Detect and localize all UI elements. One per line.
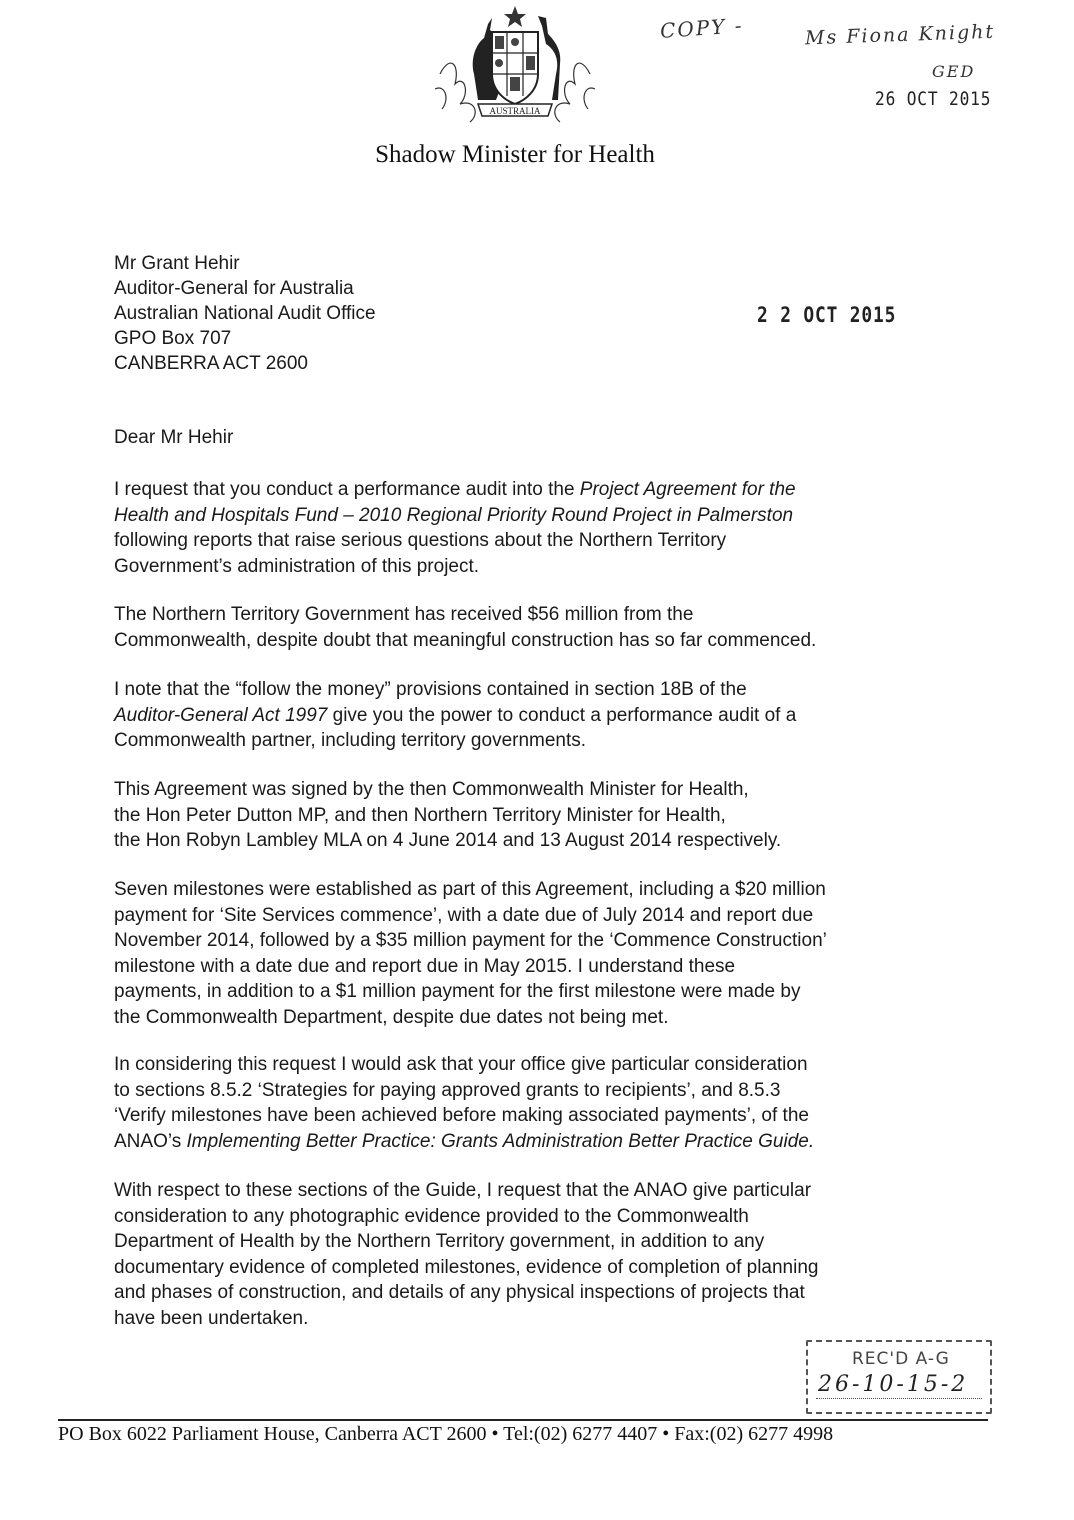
text-line: payments, in addition to a $1 million payment for the first milestone were made by	[114, 981, 801, 1002]
handwritten-recipient-note: Ms Fiona Knight	[804, 20, 996, 50]
text-line: milestone with a date due and report due in May 2015. I understand these	[114, 955, 736, 977]
text-line: payment for ‘Site Services commence’, with a date due of July 2014 and report due	[114, 904, 814, 926]
handwritten-copy-note: COPY -	[659, 13, 745, 43]
text-line: This Agreement was signed by the then Commonwealth Minister for Health,	[114, 779, 749, 800]
text-line: Seven milestones were established as part of this Agreement, including a $20 million	[114, 879, 826, 900]
text-line: ‘Verify milestones have been achieved before making associated payments’, of the	[114, 1105, 809, 1126]
handwritten-initials: GED	[932, 62, 976, 81]
text-line: With respect to these sections of the Guide, I request that the ANAO give particular	[114, 1180, 812, 1201]
recipient-address	[114, 251, 376, 376]
address-line: Australian National Audit Office	[114, 303, 376, 324]
text-line: give you the power to conduct a performance audit of a	[327, 704, 797, 726]
text-line: following reports that raise serious questions about the Northern Territory	[114, 530, 727, 551]
address-line: Mr Grant Hehir	[114, 253, 240, 274]
footer-contact: PO Box 6022 Parliament House, Canberra ACT 2600 • Tel:(02) 6277 4407 • Fax:(02) 6277 4998	[58, 1423, 834, 1445]
text-line: to sections 8.5.2 ‘Strategies for paying approved grants to recipients’, and 8.5.3	[114, 1079, 781, 1101]
text-line: documentary evidence of completed milestones, evidence of completion of planning	[114, 1256, 819, 1278]
text-line: and phases of construction, and details of any physical inspections of projects that	[114, 1282, 805, 1303]
guide-title: Implementing Better Practice: Grants Administration Better Practice Guide.	[186, 1130, 815, 1152]
body-paragraph	[114, 877, 914, 1030]
text-line: ANAO’s	[114, 1130, 187, 1152]
stamp-divider	[816, 1398, 982, 1399]
text-line: Government’s administration of this project.	[114, 555, 480, 577]
body-paragraph	[114, 677, 914, 754]
letterhead-title: Shadow Minister for Health	[375, 141, 655, 168]
text-line: the Commonwealth Department, despite due dates not being met.	[114, 1006, 669, 1028]
address-line: Auditor-General for Australia	[114, 278, 354, 299]
received-stamp	[806, 1340, 992, 1414]
agreement-title: Project Agreement for the	[579, 479, 796, 500]
body-paragraph	[114, 777, 914, 854]
address-line: GPO Box 707	[114, 328, 232, 349]
coat-of-arms-logo	[430, 4, 600, 130]
text-line: I note that the “follow the money” provisions contained in section 18B of the	[114, 679, 747, 700]
text-line: the Hon Peter Dutton MP, and then Northern Territory Minister for Health,	[114, 804, 726, 826]
text-line: consideration to any photographic evidence provided to the Commonwealth	[114, 1205, 749, 1227]
agreement-title: Health and Hospitals Fund – 2010 Regional Priority Round Project in Palmerston	[114, 504, 794, 526]
text-line: In considering this request I would ask that your office give particular consideration	[114, 1054, 808, 1075]
body-paragraph	[114, 477, 914, 579]
body-paragraph	[114, 1052, 914, 1154]
body-paragraph	[114, 1178, 914, 1331]
footer-divider	[58, 1419, 988, 1421]
text-line: the Hon Robyn Lambley MLA on 4 June 2014 and 13 August 2014 respectively.	[114, 830, 782, 851]
text-line: have been undertaken.	[114, 1307, 309, 1329]
text-line: November 2014, followed by a $35 million payment for the ‘Commence Construction’	[114, 930, 827, 951]
text-line: Department of Health by the Northern Territory government, in addition to any	[114, 1231, 765, 1252]
body-paragraph	[114, 602, 914, 653]
address-line: CANBERRA ACT 2600	[114, 353, 308, 374]
letter-date-stamp: 2 2 OCT 2015	[757, 303, 897, 327]
text-line: I request that you conduct a performance audit into the	[114, 479, 580, 500]
received-date-stamp: 26 OCT 2015	[875, 88, 992, 110]
text-line: Commonwealth, despite doubt that meaningful construction has so far commenced.	[114, 629, 817, 651]
text-line: Commonwealth partner, including territory governments.	[114, 730, 587, 751]
salutation: Dear Mr Hehir	[114, 427, 234, 448]
crest-banner-text: AUSTRALIA	[489, 106, 541, 116]
act-title: Auditor-General Act 1997	[114, 704, 328, 726]
text-line: The Northern Territory Government has received $56 million from the	[114, 604, 694, 625]
received-stamp-number: 26-10-15-2	[818, 1372, 969, 1397]
received-stamp-label: REC'D A-G	[852, 1349, 950, 1369]
